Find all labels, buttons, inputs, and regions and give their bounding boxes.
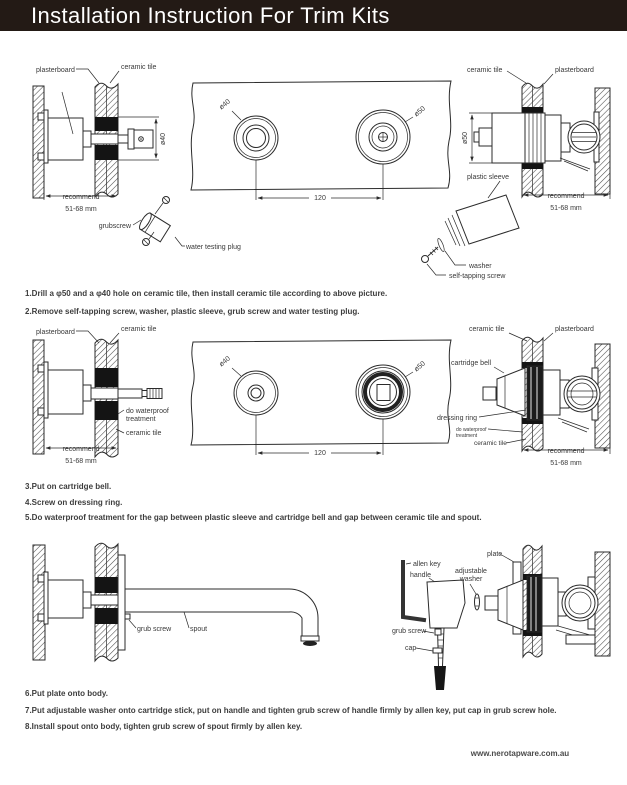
wall-panel [191, 81, 451, 190]
cartridge-bell-part [483, 368, 525, 416]
label-plate: plate [487, 551, 503, 558]
instruction-step-3: 3.Put on cartridge bell. [25, 482, 112, 491]
dim-diameter-40: ø40 [218, 355, 232, 369]
allen-key-part [403, 562, 424, 620]
row3-right-cross-section [485, 545, 610, 657]
instruction-step-2: 2.Remove self-tapping screw, washer, plastic sleeve, grub screw and water testing plug. [25, 307, 360, 316]
page-title: Installation Instruction For Trim Kits [31, 3, 390, 28]
valve-body-rear [545, 112, 600, 171]
instructions-block-2 [25, 479, 617, 526]
row2-right-cross-section [437, 326, 610, 467]
aerator [301, 636, 319, 641]
threaded-cartridge-stick [147, 389, 162, 399]
instruction-step-7: 7.Put adjustable washer onto cartridge stick, put on handle and tighten grub screw of handle firmly by allen key, put cap in grub screw hole. [25, 705, 557, 715]
hole-50 [356, 110, 410, 164]
dim-diameter-40: ø40 [160, 132, 167, 146]
hole-40 [234, 116, 278, 160]
title-bar [0, 0, 627, 31]
diagram-row-3 [0, 538, 627, 692]
plastic-sleeve-installed [474, 113, 545, 163]
label-cap: cap [405, 645, 417, 652]
label-plasterboard: plasterboard [555, 67, 594, 74]
label-allen-key: allen key [413, 561, 441, 568]
diagram-row-1 [0, 58, 627, 290]
row2-front-view [191, 340, 451, 457]
label-recommend: recommend [62, 194, 100, 201]
hole-50-cartridge [356, 365, 410, 419]
valve-body-rear [543, 368, 600, 432]
instructions-block-1 [25, 285, 617, 321]
label-handle: handle [410, 572, 432, 579]
label-spout: spout [190, 626, 208, 633]
stud-wall [33, 86, 44, 198]
hole-gap [95, 145, 118, 160]
label-washer: washer [469, 263, 492, 270]
hole-gap [95, 117, 118, 131]
row1-left-cross-section [33, 64, 167, 213]
label-recommend-range: 51-68 mm [550, 205, 582, 212]
grub-screw-part [435, 629, 441, 635]
label-adjustable-washer: washer [459, 576, 483, 583]
wall-plate [118, 555, 125, 650]
instruction-step-1: 1.Drill a φ50 and a φ40 hole on ceramic tile, then install ceramic tile according to above picture. [25, 289, 388, 298]
cap-part [433, 648, 442, 653]
dim-diameter-40: ø40 [218, 98, 232, 112]
label-ceramic-tile: ceramic tile [467, 67, 503, 74]
wall-panel [191, 340, 451, 445]
label-ceramic-tile-bottom: ceramic tile [126, 430, 162, 437]
stud-wall [33, 545, 45, 660]
dim-spacing-120: 120 [314, 195, 326, 202]
cartridge-bell-part [485, 580, 523, 630]
dim-spacing-120: 120 [314, 450, 326, 457]
label-plastic-sleeve: plastic sleeve [467, 174, 510, 181]
label-treatment: treatment [456, 433, 478, 439]
spout-part [125, 589, 319, 646]
label-recommend-range: 51-68 mm [550, 460, 582, 467]
leader-line [110, 71, 119, 83]
dim-diameter-50: ø50 [413, 105, 427, 119]
row3-left-cross-section [33, 543, 319, 661]
self-tapping-screw-part [422, 247, 439, 263]
dim-diameter-50: ø50 [462, 131, 469, 145]
leader-line [76, 69, 99, 83]
label-water-testing-plug: water testing plug [186, 244, 241, 251]
instruction-step-4: 4.Screw on dressing ring. [25, 497, 123, 507]
instructions-block-3 [25, 686, 617, 736]
label-grubscrew: grubscrew [98, 223, 131, 230]
label-plasterboard: plasterboard [36, 329, 75, 336]
valve-body-rear [542, 577, 598, 644]
row1-front-view [191, 81, 451, 202]
instruction-step-5: 5.Do waterproof treatment for the gap between plastic sleeve and cartridge bell and gap between ceramic tile and spout. [25, 513, 482, 522]
handle-part [427, 580, 465, 690]
row3-right-exploded [392, 551, 514, 690]
dressing-ring-part [527, 366, 543, 420]
label-plasterboard: plasterboard [36, 67, 75, 74]
label-adjustable: adjustable [455, 568, 487, 575]
stud-wall [33, 340, 44, 454]
hole-40 [234, 371, 278, 415]
label-cartridge-bell: cartridge bell [451, 360, 492, 367]
label-recommend-range: 51-68 mm [65, 458, 97, 465]
label-treatment: treatment [126, 416, 156, 423]
row1-plug-detail [99, 197, 241, 252]
row2-left-cross-section [33, 326, 169, 465]
instruction-step-8: 8.Install spout onto body, tighten grub screw of spout firmly by allen key. [25, 722, 303, 731]
label-recommend: recommend [547, 193, 585, 200]
label-recommend-range: 51-68 mm [65, 206, 97, 213]
label-grub-screw: grub screw [137, 626, 172, 633]
label-ceramic-tile: ceramic tile [121, 326, 157, 333]
instruction-step-6: 6.Put plate onto body. [25, 689, 108, 698]
label-do-waterproof: do waterproof [456, 427, 487, 433]
label-ceramic-tile-bottom: ceramic tile [474, 440, 507, 447]
label-ceramic-tile: ceramic tile [121, 64, 157, 71]
website-url: www.nerotapware.com.au [470, 749, 570, 758]
dressing-ring-part [527, 576, 542, 632]
label-grub-screw: grub screw [392, 628, 427, 635]
label-recommend: recommend [547, 448, 585, 455]
label-plasterboard: plasterboard [555, 326, 594, 333]
label-self-tapping-screw: self-tapping screw [449, 273, 506, 280]
grub-screw-part [125, 614, 130, 619]
label-ceramic-tile: ceramic tile [469, 326, 505, 333]
label-do-waterproof: do waterproof [126, 408, 169, 415]
dim-diameter-50: ø50 [413, 360, 427, 374]
adjustable-washer-part [475, 594, 480, 610]
plastic-sleeve-exploded [422, 195, 520, 263]
diagram-row-2 [0, 322, 627, 480]
label-recommend: recommend [62, 446, 100, 453]
label-dressing-ring: dressing ring [437, 415, 478, 422]
